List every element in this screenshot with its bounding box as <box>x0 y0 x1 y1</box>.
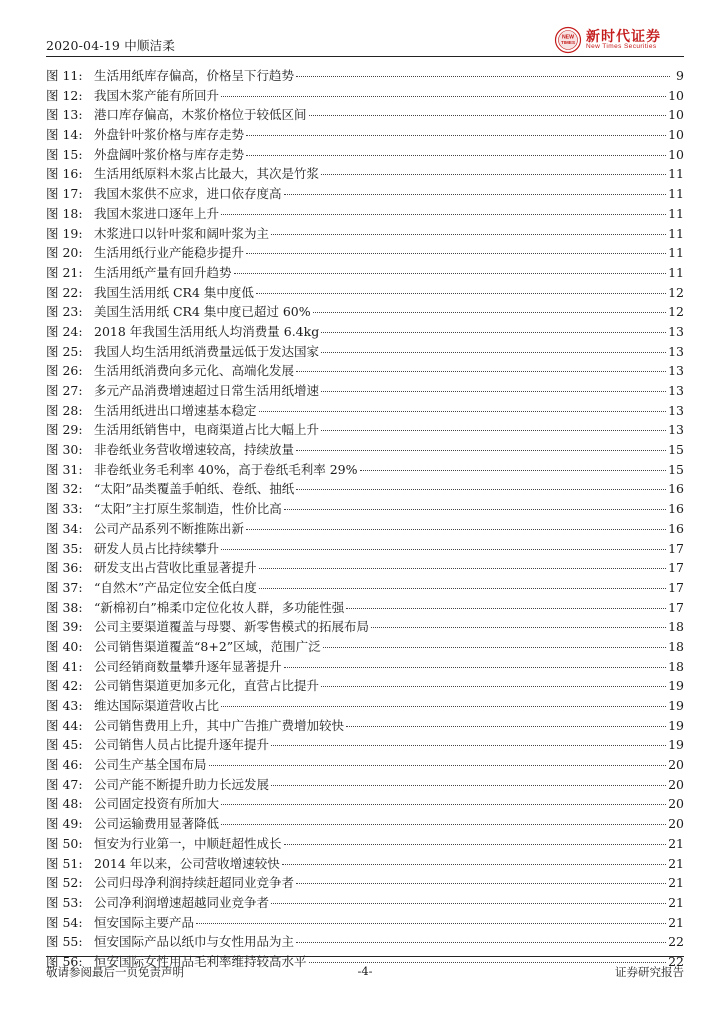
toc-figure-title[interactable]: 外盘阔叶浆价格与库存走势 <box>94 146 245 162</box>
toc-figure-label: 图 35: <box>46 540 83 556</box>
toc-entry[interactable] <box>46 479 684 499</box>
toc-figure-title[interactable]: “太阳”主打原生浆制造，性价比高 <box>94 501 282 517</box>
toc-entry[interactable] <box>46 322 684 342</box>
toc-page-number[interactable]: 10 <box>668 146 684 162</box>
header-divider <box>46 56 684 57</box>
toc-figure-title[interactable]: 公司固定投资有所加大 <box>94 796 220 812</box>
toc-figure-title[interactable]: 我国人均生活用纸消费量远低于发达国家 <box>94 343 320 359</box>
toc-dot-leader <box>321 686 666 687</box>
toc-figure-title[interactable]: 我国木浆供不应求，进口依存度高 <box>94 186 282 202</box>
figure-index-list <box>46 66 684 972</box>
toc-figure-label: 图 34: <box>46 520 83 536</box>
toc-page-number[interactable]: 21 <box>668 835 684 851</box>
toc-dot-leader <box>256 293 666 294</box>
toc-figure-title[interactable]: 我国生活用纸 CR4 集中度低 <box>94 284 254 300</box>
toc-figure-title[interactable]: 公司销售人员占比提升逐年提升 <box>94 737 270 753</box>
toc-page-number[interactable]: 11 <box>668 186 684 202</box>
toc-page-number[interactable]: 13 <box>668 363 684 379</box>
toc-dot-leader <box>284 509 666 510</box>
toc-entry[interactable] <box>46 66 684 86</box>
toc-page-number[interactable]: 19 <box>668 698 684 713</box>
toc-figure-title[interactable]: 外盘针叶浆价格与库存走势 <box>94 127 245 143</box>
toc-figure-label: 图 30: <box>46 442 83 458</box>
toc-entry[interactable] <box>46 283 684 303</box>
toc-dot-leader <box>271 234 666 235</box>
toc-entry[interactable] <box>46 184 684 204</box>
toc-page-number[interactable]: 13 <box>668 323 684 339</box>
toc-page-number[interactable]: 11 <box>668 205 684 221</box>
toc-figure-title[interactable]: 公司销售费用上升，其中广告推广费增加较快 <box>94 717 345 733</box>
toc-entry[interactable] <box>46 775 684 795</box>
toc-figure-label: 图 40: <box>46 638 83 654</box>
toc-figure-title[interactable]: 恒安为行业第一，中顺赶超性成长 <box>94 835 282 851</box>
toc-page-number[interactable]: 20 <box>668 757 684 773</box>
toc-dot-leader <box>282 864 666 865</box>
toc-figure-title[interactable]: 美国生活用纸 CR4 集中度已超过 60% <box>94 304 311 320</box>
toc-page-number[interactable]: 19 <box>668 737 684 753</box>
toc-figure-label: 图 52: <box>46 875 83 891</box>
toc-figure-title[interactable]: 公司运输费用显著降低 <box>94 816 220 832</box>
footer-divider <box>46 956 684 957</box>
toc-figure-title[interactable]: 我国木浆进口逐年上升 <box>94 205 220 221</box>
toc-figure-label: 图 24: <box>46 323 83 339</box>
toc-figure-label: 图 54: <box>46 914 83 930</box>
toc-figure-title[interactable]: 生活用纸销售中，电商渠道占比大幅上升 <box>94 422 320 438</box>
toc-page-number[interactable]: 10 <box>668 107 684 123</box>
toc-dot-leader <box>321 332 666 333</box>
toc-figure-title[interactable]: 非卷纸业务营收增速较高，持续放量 <box>94 442 295 458</box>
toc-figure-label: 图 46: <box>46 757 83 773</box>
toc-page-number[interactable]: 18 <box>668 658 684 674</box>
toc-figure-label: 图 50: <box>46 835 83 851</box>
toc-dot-leader <box>259 588 666 589</box>
toc-figure-label: 图 55: <box>46 934 83 950</box>
toc-dot-leader <box>196 923 666 924</box>
toc-dot-leader <box>234 273 667 274</box>
toc-page-number[interactable]: 15 <box>668 442 684 458</box>
toc-figure-label: 图 28: <box>46 402 83 418</box>
logo-name-cn: 新时代证券 <box>586 29 661 45</box>
toc-figure-label: 图 43: <box>46 698 83 713</box>
toc-dot-leader <box>296 883 666 884</box>
toc-figure-title[interactable]: 研发支出占营收比重显著提升 <box>94 560 257 576</box>
toc-page-number[interactable]: 22 <box>668 953 684 969</box>
toc-entry[interactable] <box>46 814 684 834</box>
toc-page-number[interactable]: 10 <box>668 87 684 103</box>
toc-figure-label: 图 21: <box>46 264 83 280</box>
toc-figure-label: 图 26: <box>46 363 83 379</box>
toc-figure-label: 图 42: <box>46 678 83 694</box>
toc-page-number[interactable]: 20 <box>668 776 684 792</box>
toc-page-number[interactable]: 16 <box>668 501 684 517</box>
toc-dot-leader <box>321 391 666 392</box>
toc-dot-leader <box>221 96 666 97</box>
toc-figure-title[interactable]: 维达国际渠道营收占比 <box>94 698 220 713</box>
toc-figure-title[interactable]: 公司销售渠道覆盖“8+2”区域，范围广泛 <box>94 638 321 654</box>
toc-entry[interactable] <box>46 558 684 578</box>
toc-page-number[interactable]: 13 <box>668 383 684 398</box>
toc-entry[interactable] <box>46 873 684 893</box>
toc-dot-leader <box>296 942 666 943</box>
toc-entry[interactable] <box>46 913 684 933</box>
toc-entry[interactable] <box>46 440 684 460</box>
toc-figure-label: 图 51: <box>46 855 83 871</box>
toc-dot-leader <box>284 667 667 668</box>
toc-entry[interactable] <box>46 598 684 618</box>
toc-figure-title[interactable]: “太阳”品类覆盖手帕纸、卷纸、抽纸 <box>94 481 295 497</box>
toc-figure-label: 图 47: <box>46 776 83 792</box>
toc-entry[interactable] <box>46 105 684 125</box>
toc-figure-label: 图 32: <box>46 481 83 497</box>
toc-figure-title[interactable]: 生活用纸消费向多元化、高端化发展 <box>94 363 295 379</box>
toc-figure-title[interactable]: 多元产品消费增速超过日常生活用纸增速 <box>94 383 320 398</box>
toc-entry[interactable] <box>46 539 684 559</box>
toc-dot-leader <box>259 411 667 412</box>
report-date-company: 2020-04-19 中顺洁柔 <box>46 38 176 53</box>
toc-entry[interactable] <box>46 617 684 637</box>
toc-entry[interactable] <box>46 243 684 263</box>
toc-figure-title[interactable]: 公司生产基全国布局 <box>94 757 207 773</box>
toc-page-number[interactable]: 19 <box>668 678 684 694</box>
toc-figure-title[interactable]: 生活用纸库存偏高，价格呈下行趋势 <box>94 68 295 83</box>
toc-figure-title[interactable]: “自然木”产品定位安全低白度 <box>94 579 257 595</box>
toc-entry[interactable] <box>46 755 684 775</box>
toc-entry[interactable] <box>46 460 684 480</box>
toc-figure-label: 图 49: <box>46 816 83 832</box>
toc-figure-title[interactable]: 恒安国际女性用品毛利率维持较高水平 <box>94 953 307 969</box>
toc-figure-label: 图 31: <box>46 461 83 477</box>
toc-dot-leader <box>246 253 666 254</box>
page-number: -4- <box>357 964 373 978</box>
toc-figure-label: 图 11: <box>46 68 83 83</box>
toc-page-number[interactable]: 13 <box>668 422 684 438</box>
toc-dot-leader <box>284 844 667 845</box>
toc-dot-leader <box>309 115 667 116</box>
toc-figure-label: 图 53: <box>46 894 83 910</box>
toc-figure-label: 图 25: <box>46 343 83 359</box>
toc-page-number[interactable]: 21 <box>668 875 684 891</box>
toc-page-number[interactable]: 22 <box>668 934 684 950</box>
toc-entry[interactable] <box>46 893 684 913</box>
toc-dot-leader <box>296 76 670 77</box>
toc-entry[interactable] <box>46 499 684 519</box>
toc-page-number[interactable]: 17 <box>668 599 684 615</box>
toc-figure-label: 图 44: <box>46 717 83 733</box>
toc-figure-label: 图 15: <box>46 146 83 162</box>
logo-name-en: New Times Securities <box>586 43 657 50</box>
toc-dot-leader <box>271 903 666 904</box>
toc-entry[interactable] <box>46 519 684 539</box>
toc-entry[interactable] <box>46 420 684 440</box>
toc-page-number[interactable]: 21 <box>668 894 684 910</box>
toc-dot-leader <box>321 174 666 175</box>
toc-entry[interactable] <box>46 263 684 283</box>
toc-page-number[interactable]: 13 <box>668 343 684 359</box>
toc-figure-label: 图 27: <box>46 383 83 398</box>
toc-entry[interactable] <box>46 854 684 874</box>
toc-page-number[interactable]: 16 <box>668 520 684 536</box>
toc-dot-leader <box>209 765 667 766</box>
toc-dot-leader <box>221 549 666 550</box>
toc-entry[interactable] <box>46 125 684 145</box>
toc-page-number[interactable]: 17 <box>668 540 684 556</box>
company-logo <box>554 26 684 54</box>
toc-page-number[interactable]: 20 <box>668 816 684 832</box>
toc-page-number[interactable]: 10 <box>668 127 684 143</box>
toc-figure-title[interactable]: 公司归母净利润持续赶超同业竞争者 <box>94 875 295 891</box>
toc-figure-label: 图 36: <box>46 560 83 576</box>
toc-figure-label: 图 17: <box>46 186 83 202</box>
toc-figure-title[interactable]: 生活用纸进出口增速基本稳定 <box>94 402 257 418</box>
toc-figure-title[interactable]: “新棉初白”棉柔巾定位化妆人群，多功能性强 <box>94 599 345 615</box>
toc-figure-title[interactable]: 公司产品系列不断推陈出新 <box>94 520 245 536</box>
logo-badge-icon <box>554 26 582 54</box>
toc-dot-leader <box>323 647 666 648</box>
toc-page-number[interactable]: 18 <box>668 619 684 635</box>
toc-entry[interactable] <box>46 224 684 244</box>
toc-dot-leader <box>271 745 666 746</box>
toc-figure-title[interactable]: 公司净利润增速超越同业竞争者 <box>94 894 270 910</box>
toc-figure-label: 图 14: <box>46 127 83 143</box>
toc-entry[interactable] <box>46 381 684 401</box>
toc-page-number[interactable]: 11 <box>668 245 684 261</box>
toc-dot-leader <box>246 135 666 136</box>
toc-figure-label: 图 37: <box>46 579 83 595</box>
toc-page-number[interactable]: 19 <box>668 717 684 733</box>
toc-figure-title[interactable]: 2018 年我国生活用纸人均消费量 6.4kg <box>94 323 320 339</box>
toc-figure-title[interactable]: 港口库存偏高，木浆价格位于较低区间 <box>94 107 307 123</box>
toc-figure-label: 图 23: <box>46 304 83 320</box>
toc-figure-title[interactable]: 生活用纸产量有回升趋势 <box>94 264 232 280</box>
toc-entry[interactable] <box>46 204 684 224</box>
toc-entry[interactable] <box>46 735 684 755</box>
toc-dot-leader <box>360 470 667 471</box>
toc-page-number[interactable]: 21 <box>668 914 684 930</box>
toc-figure-title[interactable]: 非卷纸业务毛利率 40%，高于卷纸毛利率 29% <box>94 461 358 477</box>
toc-dot-leader <box>271 785 666 786</box>
toc-figure-label: 图 13: <box>46 107 83 123</box>
toc-figure-label: 图 48: <box>46 796 83 812</box>
toc-dot-leader <box>371 627 666 628</box>
toc-dot-leader <box>221 706 666 707</box>
toc-entry[interactable] <box>46 657 684 677</box>
toc-page-number[interactable]: 17 <box>668 579 684 595</box>
logo-badge-text-line2: TIMES <box>560 40 576 45</box>
toc-figure-title[interactable]: 我国木浆产能有所回升 <box>94 87 220 103</box>
toc-entry[interactable] <box>46 401 684 421</box>
page-footer <box>46 956 684 979</box>
toc-figure-label: 图 33: <box>46 501 83 517</box>
toc-figure-label: 图 45: <box>46 737 83 753</box>
toc-page-number[interactable]: 11 <box>668 225 684 241</box>
toc-figure-label: 图 38: <box>46 599 83 615</box>
toc-dot-leader <box>221 214 666 215</box>
toc-entry[interactable] <box>46 932 684 952</box>
toc-entry[interactable] <box>46 361 684 381</box>
toc-entry[interactable] <box>46 302 684 322</box>
toc-dot-leader <box>321 430 666 431</box>
toc-figure-label: 图 16: <box>46 166 83 182</box>
logo-badge-text-line1: NEW <box>561 34 575 41</box>
toc-dot-leader <box>246 155 666 156</box>
toc-figure-label: 图 12: <box>46 87 83 103</box>
toc-entry[interactable] <box>46 676 684 696</box>
toc-entry[interactable] <box>46 578 684 598</box>
toc-figure-label: 图 18: <box>46 205 83 221</box>
toc-page-number[interactable]: 9 <box>676 68 684 83</box>
toc-dot-leader <box>346 726 666 727</box>
toc-page-number[interactable]: 11 <box>668 264 684 280</box>
toc-figure-title[interactable]: 生活用纸原料木浆占比最大，其次是竹浆 <box>94 166 320 182</box>
toc-page-number[interactable]: 21 <box>668 855 684 871</box>
toc-figure-title[interactable]: 恒安国际主要产品 <box>94 914 195 930</box>
toc-dot-leader <box>296 371 666 372</box>
toc-figure-title[interactable]: 恒安国际产品以纸巾与女性用品为主 <box>94 934 295 950</box>
toc-dot-leader <box>221 804 666 805</box>
toc-page-number[interactable]: 12 <box>668 284 684 300</box>
toc-figure-title[interactable]: 研发人员占比持续攀升 <box>94 540 220 556</box>
page-header <box>46 30 684 60</box>
toc-page-number[interactable]: 12 <box>668 304 684 320</box>
toc-figure-title[interactable]: 木浆进口以针叶浆和阔叶浆为主 <box>94 225 270 241</box>
toc-entry[interactable] <box>46 834 684 854</box>
toc-page-number[interactable]: 18 <box>668 638 684 654</box>
toc-figure-title[interactable]: 公司销售渠道更加多元化，直营占比提升 <box>94 678 320 694</box>
toc-page-number[interactable]: 11 <box>668 166 684 182</box>
toc-dot-leader <box>313 312 666 313</box>
toc-page-number[interactable]: 20 <box>668 796 684 812</box>
toc-dot-leader <box>321 352 666 353</box>
toc-page-number[interactable]: 16 <box>668 481 684 497</box>
toc-dot-leader <box>284 194 667 195</box>
footer-report-type: 证券研究报告 <box>615 965 684 979</box>
toc-dot-leader <box>246 529 666 530</box>
toc-figure-label: 图 20: <box>46 245 83 261</box>
toc-figure-title[interactable]: 2014 年以来，公司营收增速较快 <box>94 855 280 871</box>
toc-figure-label: 图 22: <box>46 284 83 300</box>
toc-figure-title[interactable]: 公司产能不断提升助力长远发展 <box>94 776 270 792</box>
toc-entry[interactable] <box>46 637 684 657</box>
toc-entry[interactable] <box>46 794 684 814</box>
footer-disclaimer: 敬请参阅最后一页免责声明 <box>46 965 184 979</box>
toc-figure-label: 图 29: <box>46 422 83 438</box>
toc-dot-leader <box>259 568 667 569</box>
toc-entry[interactable] <box>46 86 684 106</box>
toc-entry[interactable] <box>46 164 684 184</box>
toc-figure-title[interactable]: 公司主要渠道覆盖与母婴、新零售模式的拓展布局 <box>94 619 370 635</box>
toc-dot-leader <box>221 824 666 825</box>
toc-page-number[interactable]: 13 <box>668 402 684 418</box>
toc-page-number[interactable]: 17 <box>668 560 684 576</box>
toc-figure-label: 图 39: <box>46 619 83 635</box>
toc-dot-leader <box>346 608 666 609</box>
toc-figure-title[interactable]: 公司经销商数量攀升逐年显著提升 <box>94 658 282 674</box>
toc-entry[interactable] <box>46 696 684 716</box>
toc-page-number[interactable]: 15 <box>668 461 684 477</box>
toc-entry[interactable] <box>46 145 684 165</box>
toc-figure-label: 图 19: <box>46 225 83 241</box>
toc-entry[interactable] <box>46 716 684 736</box>
toc-figure-title[interactable]: 生活用纸行业产能稳步提升 <box>94 245 245 261</box>
toc-dot-leader <box>296 489 666 490</box>
toc-figure-label: 图 56: <box>46 953 83 969</box>
toc-figure-label: 图 41: <box>46 658 83 674</box>
toc-entry[interactable] <box>46 342 684 362</box>
toc-dot-leader <box>296 450 666 451</box>
